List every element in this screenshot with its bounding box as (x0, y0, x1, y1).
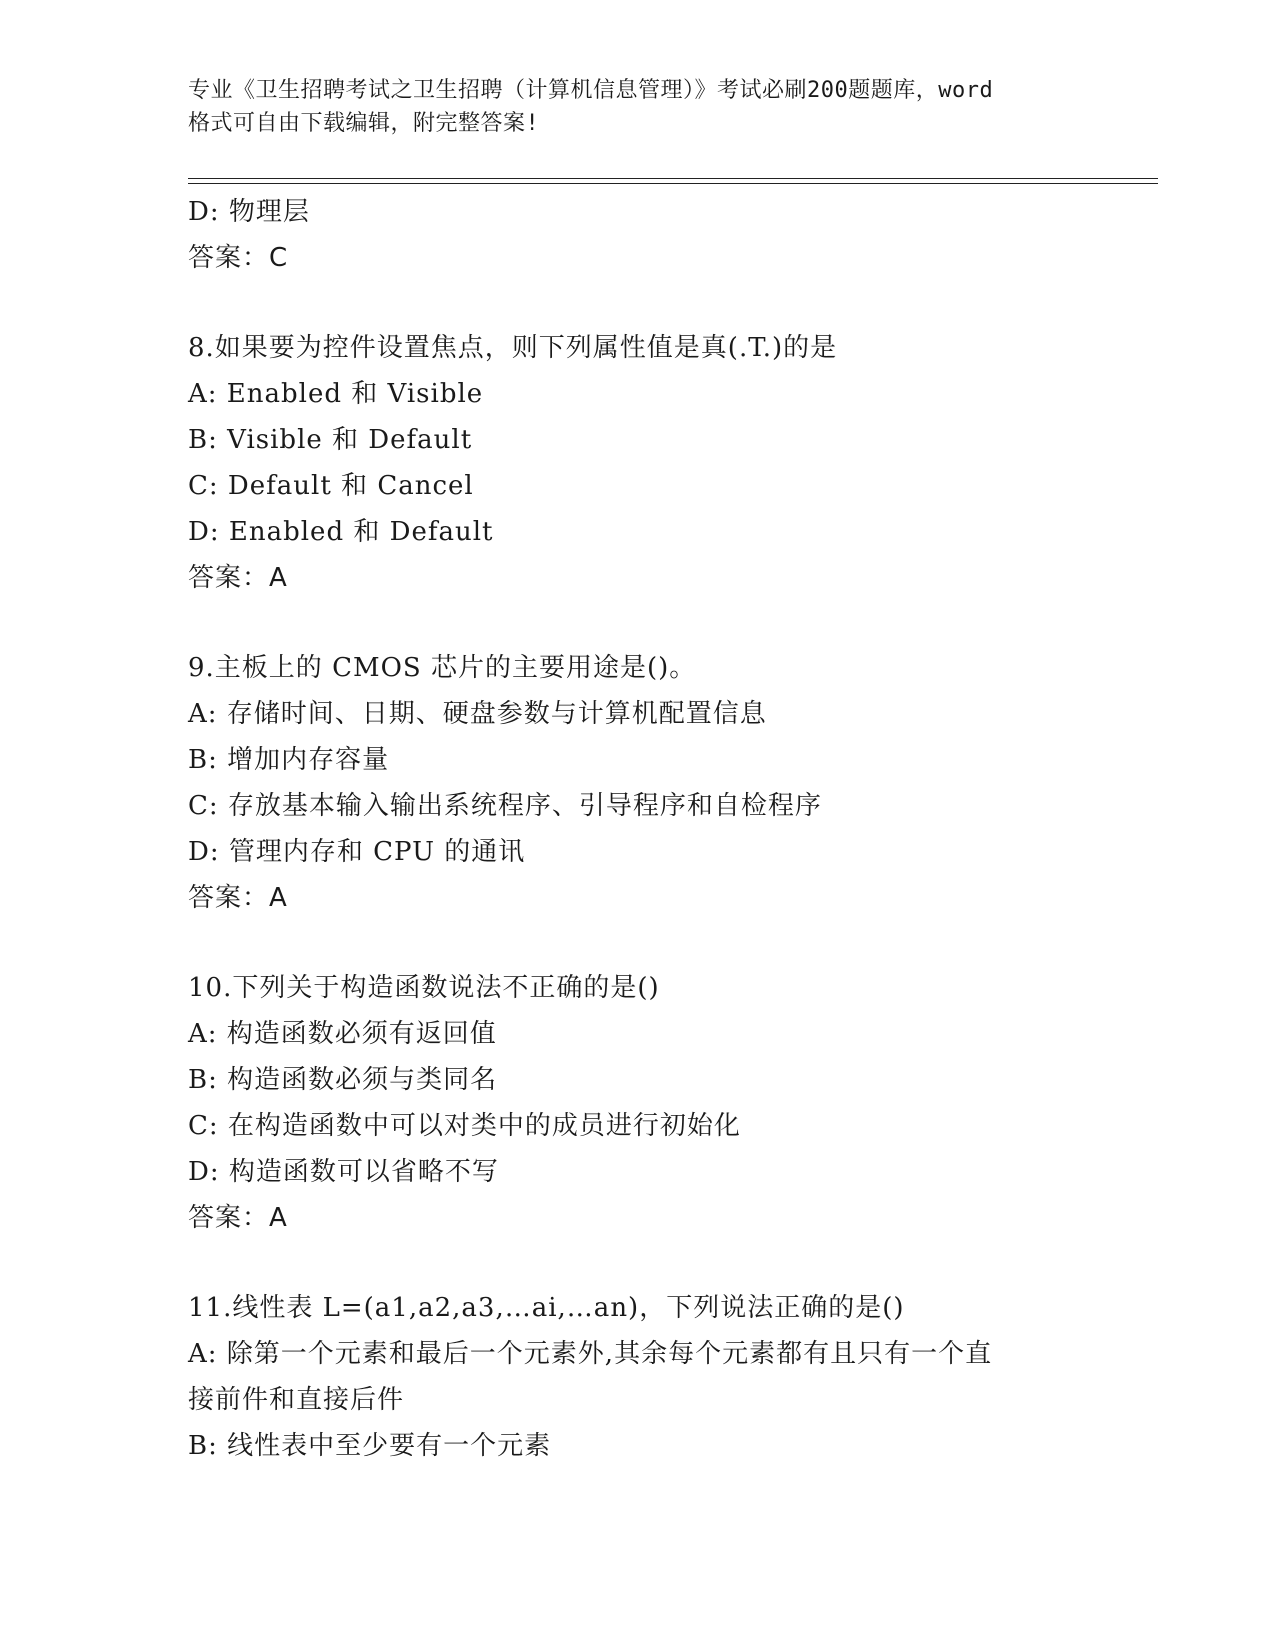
option-c: C: Default 和 Cancel (188, 471, 474, 501)
carryover-option-d: D: 物理层 (188, 197, 310, 227)
document-body (188, 189, 1148, 1469)
question-stem: 8.如果要为控件设置焦点，则下列属性值是真(.T.)的是 (188, 333, 838, 363)
document-header (188, 74, 1088, 140)
header-line-2: 格式可自由下载编辑，附完整答案! (188, 111, 540, 136)
option-b: B: 增加内存容量 (188, 745, 390, 775)
option-a: A: 存储时间、日期、硬盘参数与计算机配置信息 (188, 699, 767, 729)
option-c: C: 存放基本输入输出系统程序、引导程序和自检程序 (188, 791, 822, 821)
question-9 (188, 645, 1148, 921)
question-stem: 10.下列关于构造函数说法不正确的是() (188, 973, 660, 1003)
option-d: D: 管理内存和 CPU 的通讯 (188, 837, 526, 867)
option-a: A: Enabled 和 Visible (188, 379, 484, 409)
option-d: D: Enabled 和 Default (188, 517, 494, 547)
option-b: B: 构造函数必须与类同名 (188, 1065, 498, 1095)
option-b: B: 线性表中至少要有一个元素 (188, 1431, 552, 1461)
header-divider-top (188, 178, 1158, 179)
option-d: D: 构造函数可以省略不写 (188, 1157, 499, 1187)
answer: 答案：A (188, 563, 288, 593)
question-stem: 9.主板上的 CMOS 芯片的主要用途是()。 (188, 653, 697, 683)
header-line-1: 专业《卫生招聘考试之卫生招聘（计算机信息管理）》考试必刷200题题库，word (188, 78, 994, 103)
option-c: C: 在构造函数中可以对类中的成员进行初始化 (188, 1111, 741, 1141)
carryover-answer: 答案：C (188, 243, 289, 273)
question-11 (188, 1285, 1148, 1469)
option-a: A: 除第一个元素和最后一个元素外,其余每个元素都有且只有一个直 (188, 1339, 993, 1369)
question-stem: 11.线性表 L=(a1,a2,a3,…ai,…an)，下列说法正确的是() (188, 1293, 905, 1323)
question-10 (188, 965, 1148, 1241)
header-divider-bottom (188, 183, 1158, 184)
option-a: A: 构造函数必须有返回值 (188, 1019, 497, 1049)
answer: 答案：A (188, 1203, 288, 1233)
option-a-continued: 接前件和直接后件 (188, 1385, 405, 1415)
question-8 (188, 325, 1148, 601)
answer: 答案：A (188, 883, 288, 913)
option-b: B: Visible 和 Default (188, 425, 473, 455)
